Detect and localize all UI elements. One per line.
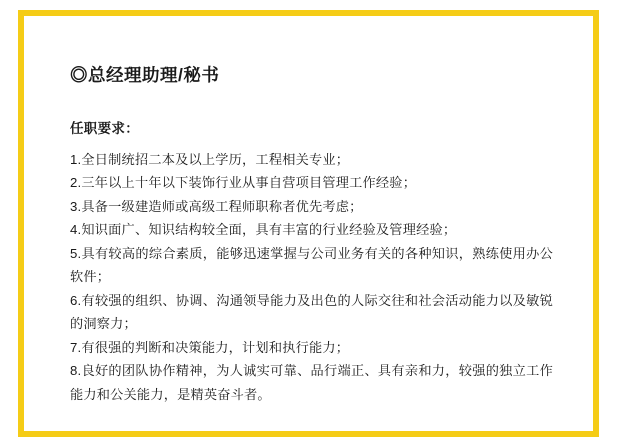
list-item: 7.有很强的判断和决策能力，计划和执行能力； bbox=[70, 339, 350, 355]
list-item: 4.知识面广、知识结构较全面，具有丰富的行业经验及管理经验； bbox=[70, 222, 457, 238]
list-item: 2.三年以上十年以下装饰行业从事自营项目管理工作经验； bbox=[70, 175, 417, 191]
yellow-border-frame bbox=[18, 10, 599, 437]
section-heading-requirements: 任职要求： bbox=[70, 120, 139, 136]
list-item: 5.具有较高的综合素质，能够迅速掌握与公司业务有关的各种知识，熟练使用办公软件； bbox=[70, 245, 553, 285]
requirements-list bbox=[70, 148, 553, 407]
list-item: 1.全日制统招二本及以上学历，工程相关专业； bbox=[70, 151, 350, 167]
page-title: ◎总经理助理/秘书 bbox=[70, 65, 220, 85]
document-content bbox=[70, 64, 553, 406]
list-item: 8.良好的团队协作精神，为人诚实可靠、品行端正、具有亲和力，较强的独立工作能力和公关能力，是精英奋斗者。 bbox=[70, 363, 553, 402]
list-item: 3.具备一级建造师或高级工程师职称者优先考虑； bbox=[70, 198, 363, 214]
list-item: 6.有较强的组织、协调、沟通领导能力及出色的人际交往和社会活动能力以及敏锐的洞察力； bbox=[70, 292, 553, 332]
